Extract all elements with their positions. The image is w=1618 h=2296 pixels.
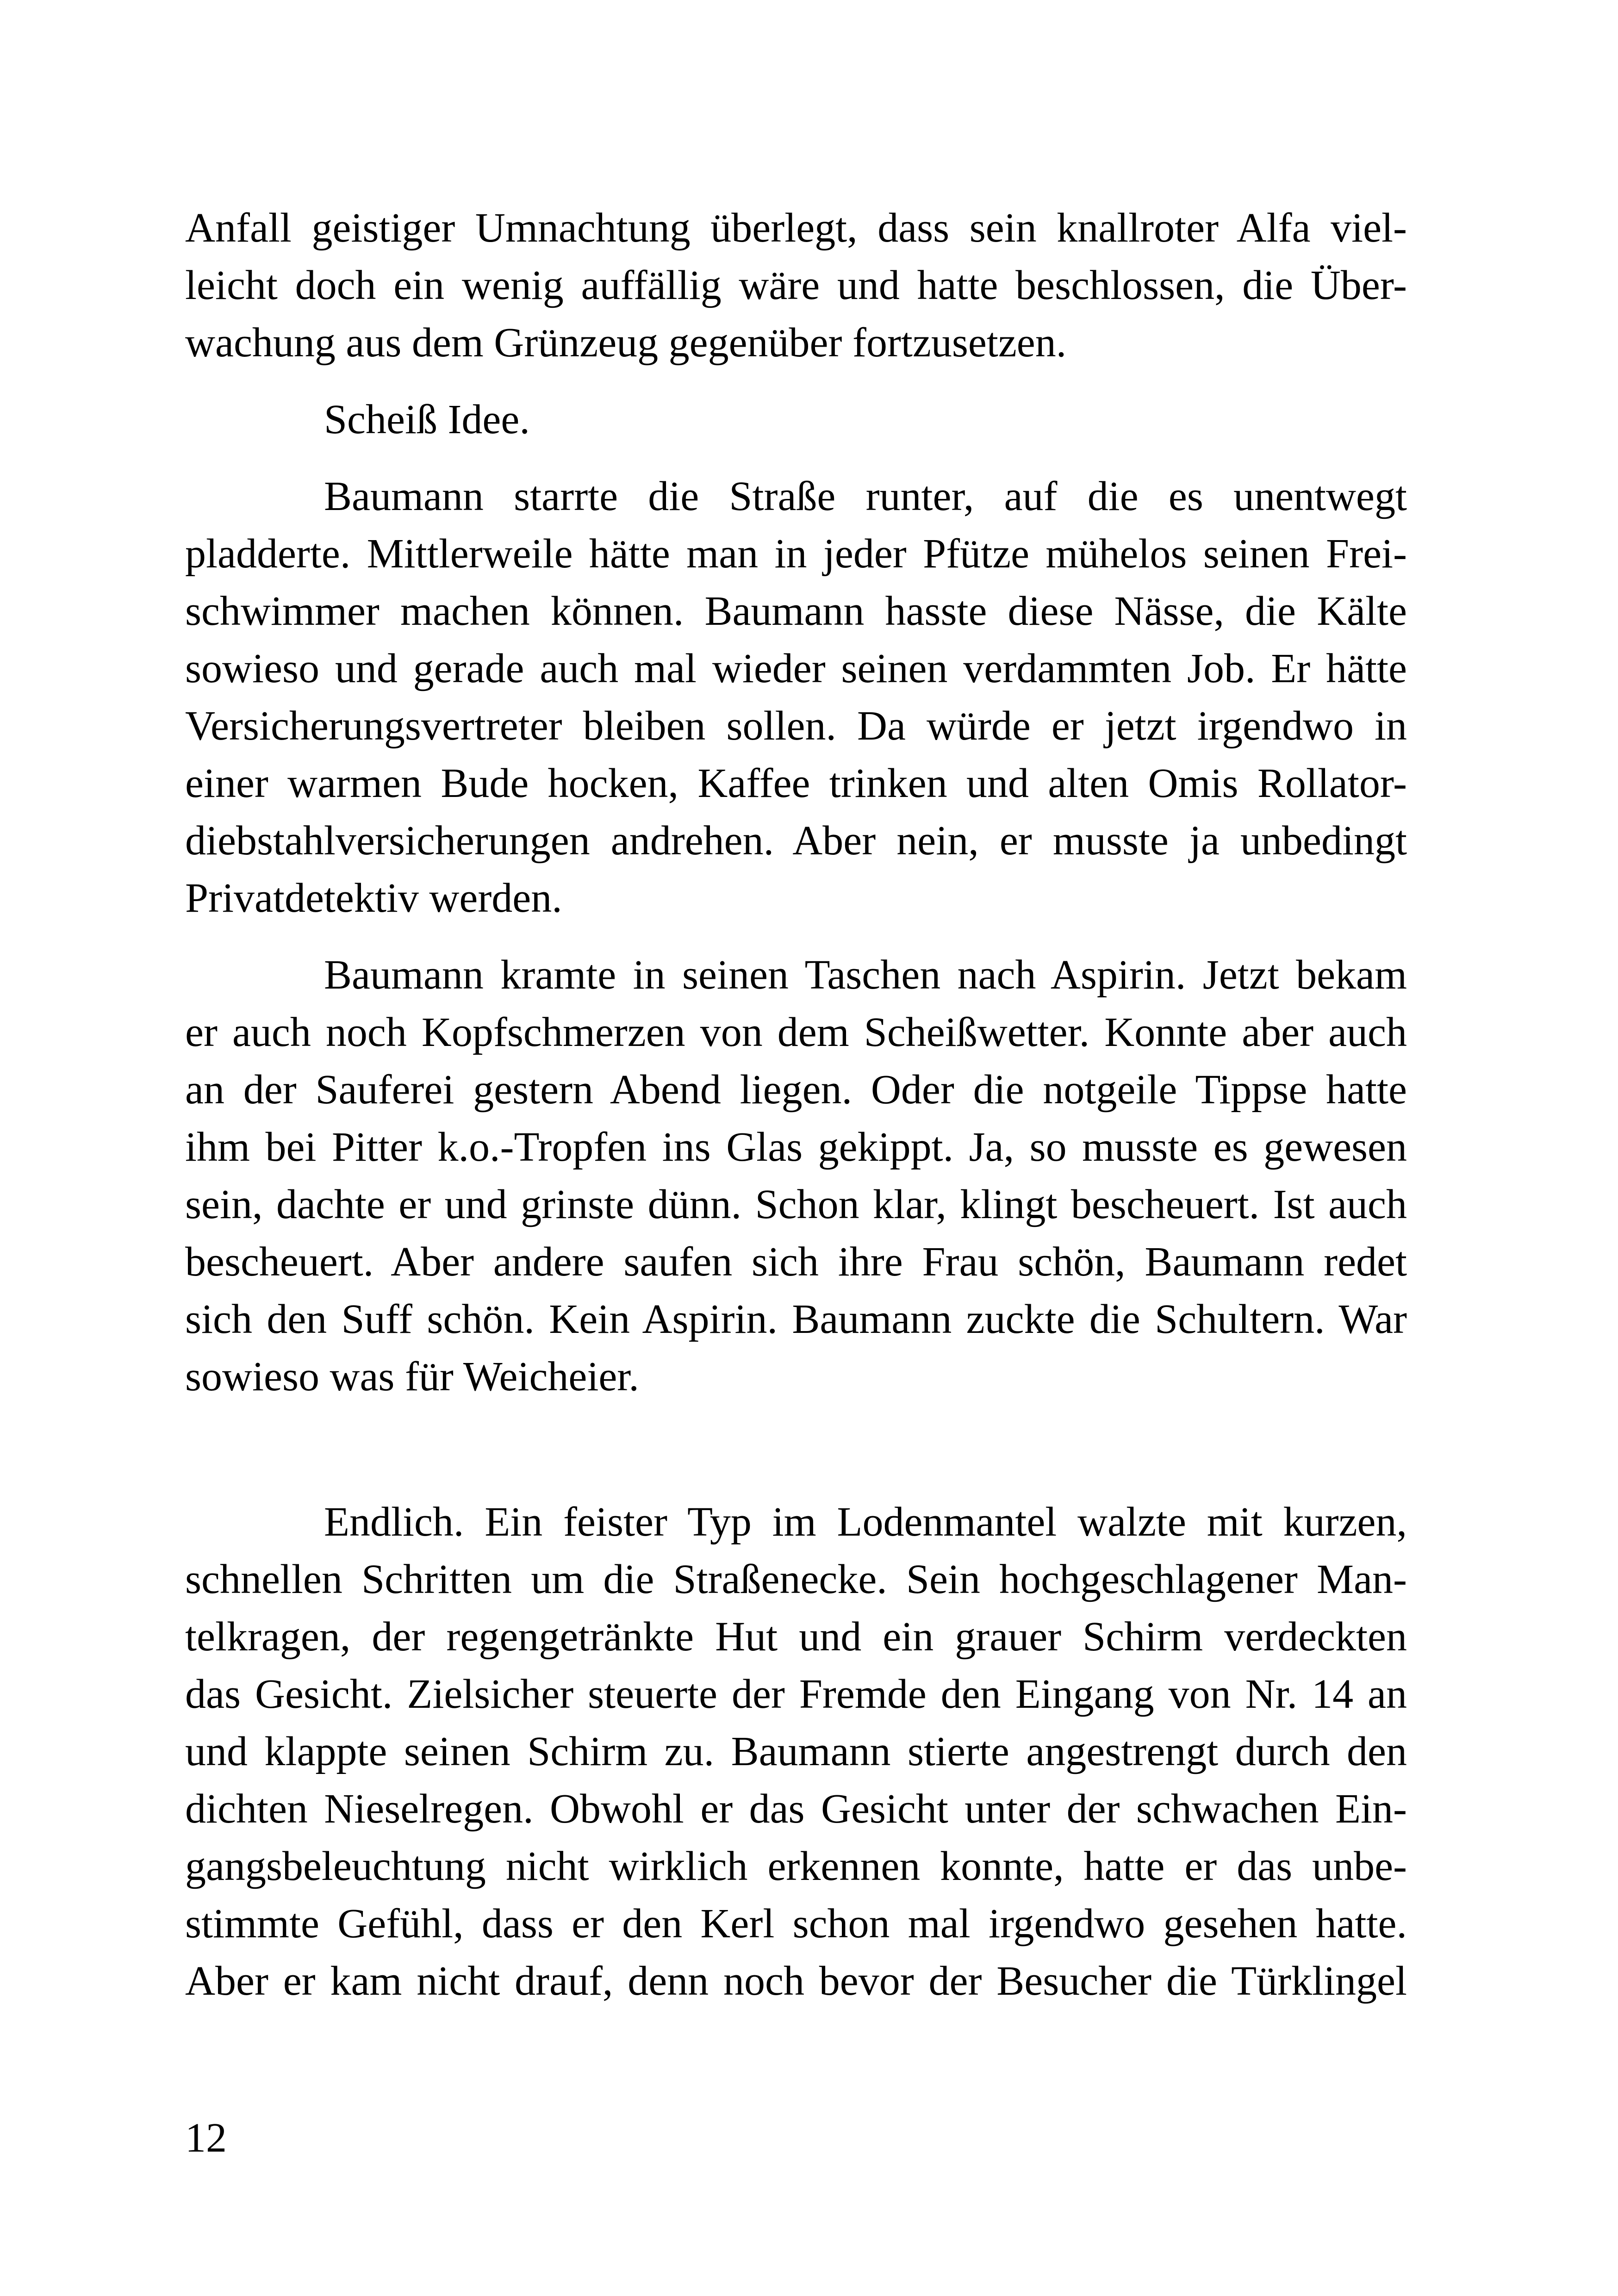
paragraph (185, 199, 1407, 372)
text-line: Anfall geistiger Umnachtung überlegt, dass sein knallroter Alfa viel- (185, 205, 1407, 251)
text-line: pladderte. Mittlerweile hätte man in jeder Pfütze mühelos seinen Frei- (185, 531, 1407, 577)
text-line: ihm bei Pitter k.o.-Tropfen ins Glas gekippt. Ja, so musste es gewesen (185, 1124, 1407, 1170)
text-block (185, 199, 1407, 2010)
text-line: stimmte Gefühl, dass er den Kerl schon mal irgendwo gesehen hatte. (185, 1901, 1407, 1947)
text-line: Baumann starrte die Straße runter, auf die es unentwegt (324, 473, 1407, 519)
text-line: und klappte seinen Schirm zu. Baumann stierte angestrengt durch den (185, 1729, 1407, 1774)
text-line: Privatdetektiv werden. (185, 875, 562, 921)
text-line: gangsbeleuchtung nicht wirklich erkennen konnte, hatte er das unbe- (185, 1843, 1407, 1889)
page-number: 12 (185, 2115, 227, 2161)
text-line: dichten Nieselregen. Obwohl er das Gesicht unter der schwachen Ein- (185, 1786, 1407, 1832)
text-line: Scheiß Idee. (324, 397, 530, 442)
text-line: Endlich. Ein feister Typ im Lodenmantel walzte mit kurzen, (324, 1499, 1407, 1545)
text-line: wachung aus dem Grünzeug gegenüber fortzusetzen. (185, 320, 1067, 366)
paragraph (185, 946, 1407, 1406)
text-line: schwimmer machen können. Baumann hasste diese Nässe, die Kälte (185, 588, 1407, 634)
text-line: sein, dachte er und grinste dünn. Schon klar, klingt bescheuert. Ist auch (185, 1182, 1407, 1227)
text-line: telkragen, der regengetränkte Hut und ein grauer Schirm verdeckten (185, 1614, 1407, 1660)
paragraph (185, 391, 1407, 448)
text-line: Baumann kramte in seinen Taschen nach Aspirin. Jetzt bekam (324, 952, 1407, 998)
text-line: an der Sauferei gestern Abend liegen. Oder die notgeile Tippse hatte (185, 1067, 1407, 1113)
text-line: sowieso und gerade auch mal wieder seinen verdammten Job. Er hätte (185, 646, 1407, 691)
text-line: sowieso was für Weicheier. (185, 1354, 639, 1400)
text-line: Aber er kam nicht drauf, denn noch bevor der Besucher die Türklingel (185, 1958, 1407, 2004)
text-line: schnellen Schritten um die Straßenecke. Sein hochgeschlagener Man- (185, 1556, 1407, 1602)
text-line: sich den Suff schön. Kein Aspirin. Baumann zuckte die Schultern. War (185, 1296, 1407, 1342)
text-line: er auch noch Kopfschmerzen von dem Scheißwetter. Konnte aber auch (185, 1009, 1407, 1055)
paragraph (185, 468, 1407, 927)
text-line: leicht doch ein wenig auffällig wäre und hatte beschlossen, die Über- (185, 262, 1407, 308)
text-line: diebstahlversicherungen andrehen. Aber nein, er musste ja unbedingt (185, 818, 1407, 864)
text-line: Versicherungsvertreter bleiben sollen. Da würde er jetzt irgendwo in (185, 703, 1407, 749)
text-line: das Gesicht. Zielsicher steuerte der Fremde den Eingang von Nr. 14 an (185, 1671, 1407, 1717)
text-line: bescheuert. Aber andere saufen sich ihre Frau schön, Baumann redet (185, 1239, 1407, 1285)
paragraph (185, 1493, 1407, 2010)
text-line: einer warmen Bude hocken, Kaffee trinken und alten Omis Rollator- (185, 760, 1407, 806)
